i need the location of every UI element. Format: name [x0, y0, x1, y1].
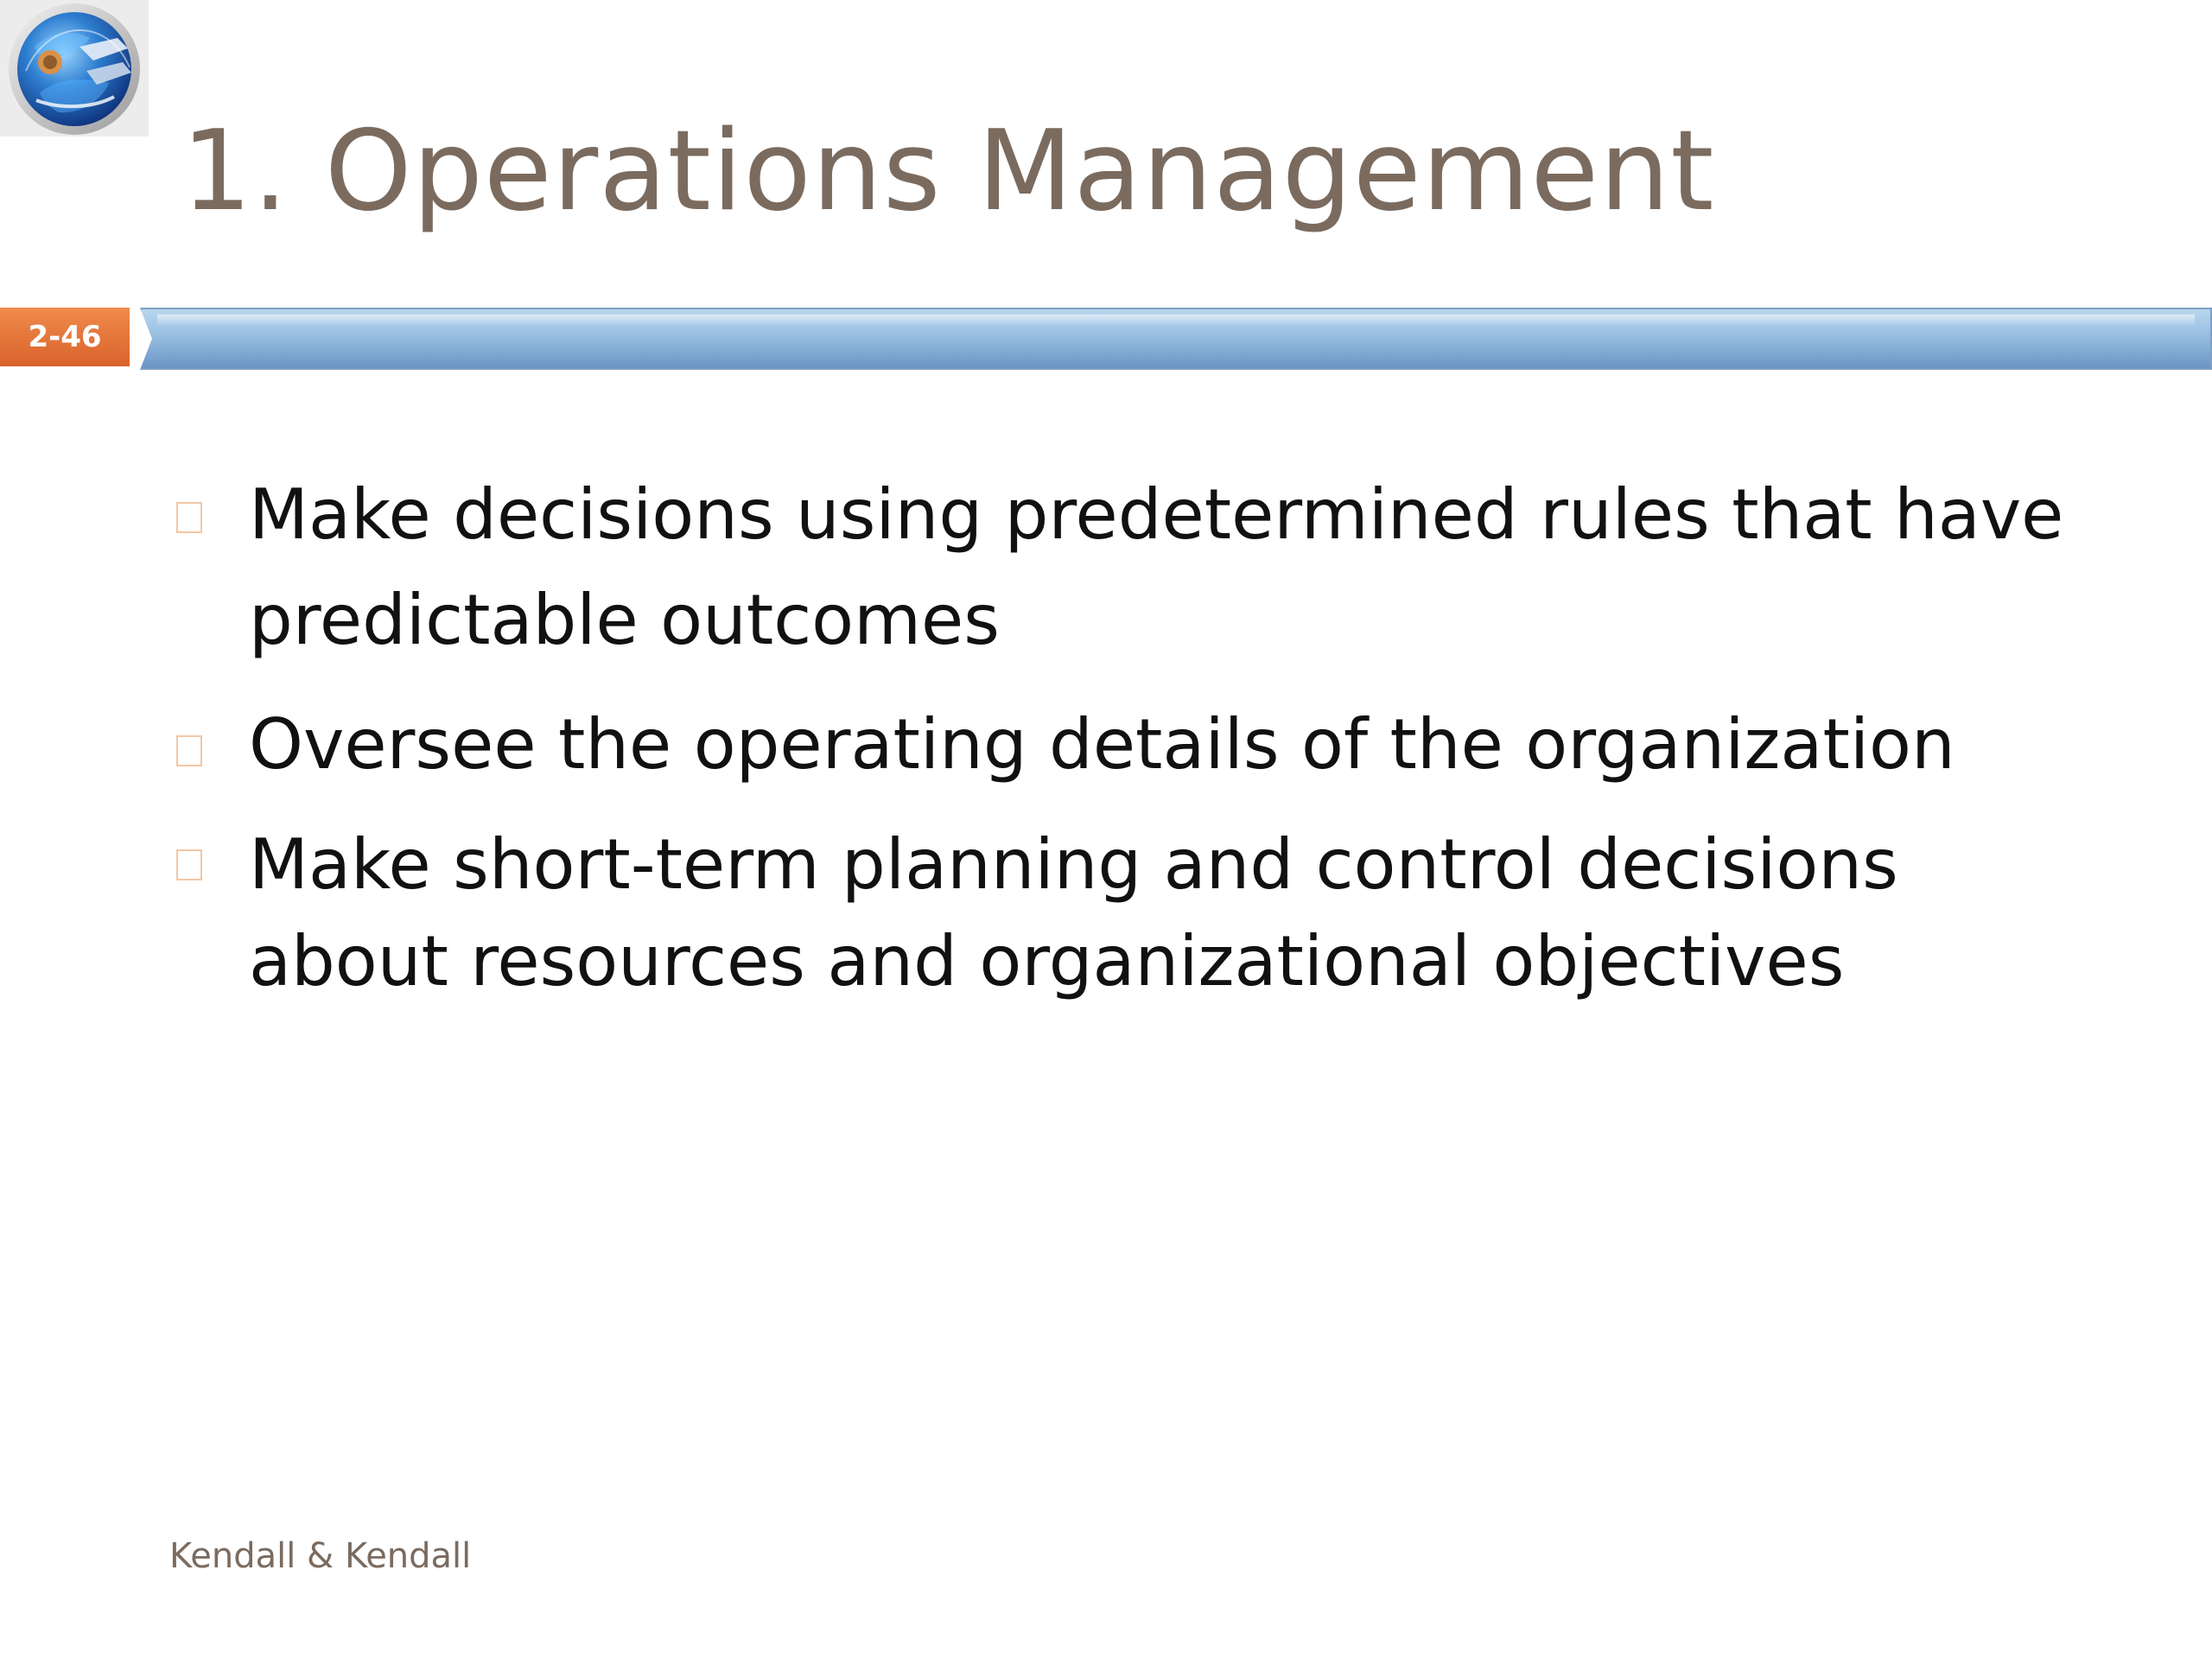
bullet-text: Make short-term planning and control decisions about resources and organizational objectives	[249, 824, 1898, 1001]
bullet-list	[173, 462, 2108, 1029]
list-item	[173, 462, 2108, 673]
square-bullet-icon	[176, 735, 202, 766]
globe-logo-icon	[0, 0, 149, 137]
title-divider-bar	[140, 308, 2212, 370]
slide-title: 1. Operations Management	[181, 107, 1715, 236]
bullet-text: Oversee the operating details of the organization	[249, 704, 1955, 785]
list-item	[173, 692, 2108, 798]
bullet-text: Make decisions using predetermined rules that have predictable outcomes	[249, 474, 2064, 660]
square-bullet-icon	[176, 502, 202, 533]
footer-author: Kendall & Kendall	[169, 1536, 472, 1576]
slide-number-badge: 2-46	[0, 308, 130, 366]
list-item	[173, 817, 2108, 1010]
square-bullet-icon	[176, 849, 202, 880]
